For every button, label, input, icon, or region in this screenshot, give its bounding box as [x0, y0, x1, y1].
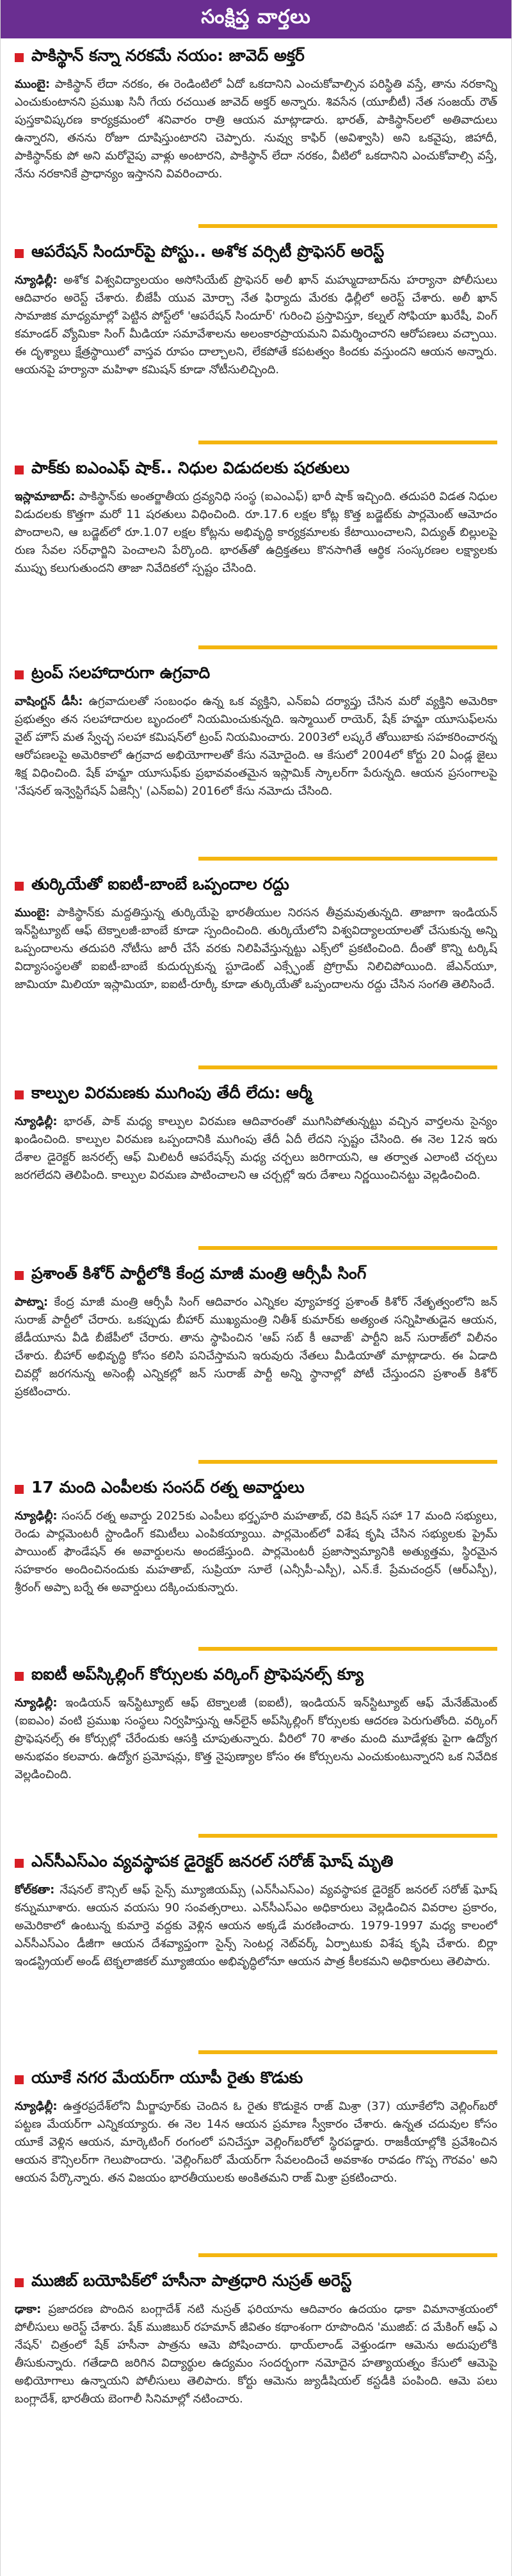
- article-headline: ట్రంప్ సలహాదారుగా ఉగ్రవాది: [31, 663, 211, 682]
- article-divider: [198, 857, 497, 861]
- article-headline-row: [15, 662, 497, 688]
- article-headline: ముజిబ్ బయోపిక్‌లో హసీనా పాత్రధారి నుస్రత్ అరెస్ట్: [31, 2271, 352, 2290]
- square-bullet-icon: [15, 2278, 24, 2287]
- article-headline-row: [15, 873, 497, 899]
- article-headline-row: [15, 1477, 497, 1502]
- article-headline-row: [15, 1851, 497, 1876]
- news-article: [1, 1657, 511, 1844]
- article-body: [15, 693, 497, 853]
- article-headline: కాల్పుల విరమణకు ముగింపు తేదీ లేదు: ఆర్మీ: [31, 1083, 312, 1102]
- article-dateline: న్యూఢిల్లీ:: [15, 1115, 58, 1128]
- news-article: [1, 38, 511, 234]
- article-headline-row: [15, 1263, 497, 1288]
- square-bullet-icon: [15, 1672, 24, 1681]
- article-divider: [198, 645, 497, 649]
- article-headline-row: [15, 1082, 497, 1108]
- article-divider: [198, 224, 497, 228]
- news-article: [1, 656, 511, 867]
- square-bullet-icon: [15, 249, 24, 258]
- article-body: [15, 1507, 497, 1643]
- article-dateline: ఇస్లామాబాద్:: [15, 490, 76, 503]
- square-bullet-icon: [15, 1090, 24, 1099]
- article-divider: [198, 1065, 497, 1069]
- news-article: [1, 1470, 511, 1657]
- article-dateline: న్యూఢిల్లీ:: [15, 273, 58, 287]
- news-article: [1, 867, 511, 1076]
- article-headline-row: [15, 2067, 497, 2093]
- article-headline: ఎన్‌సీఎస్ఎం వ్యవస్థాపక డైరెక్టర్ జనరల్ సరోజ్ ఘోష్ మృతి: [31, 1852, 394, 1870]
- article-body: [15, 904, 497, 1062]
- news-article: [1, 2061, 511, 2264]
- news-article: [1, 451, 511, 656]
- article-text: అశోక విశ్వవిద్యాలయం అసోసియేట్ ప్రొఫెసర్ అలీ ఖాన్ మహ్ముదాబాద్‌ను హర్యానా పోలీసులు ఆదివారం అరెస్ట్ చేశారు. బీజేపీ యువ మోర్చా నేత ఫిర్యాదు మేరకు ఢిల్లీలో అరెస్ట్ చేశారు. అలీ ఖాన్ సామాజిక మాధ్యమాల్లో పెట్టిన పోస్ట్‌లో 'ఆపరేషన్ సిందూర్' గురించి ప్రస్తావిస్తూ, కల్నల్ సోఫియా ఖురేషీ, వింగ్ కమాండర్ వ్యోమికా సింగ్ మీడియా సమావేశాలను అలంకారప్రాయమని విమర్శించారని ఆరోపణలు వచ్చాయి. ఈ దృశ్యాలు క్షేత్రస్థాయిలో వాస్తవ రూపం దాల్చాలని, లేకపోతే కపటత్వం కిందకు వస్తుందని ఆయన అన్నారు. ఆయనపై హర్యానా మహిళా కమిషన్ కూడా నోటీసులిచ్చింది.: [15, 273, 497, 377]
- square-bullet-icon: [15, 1485, 24, 1494]
- article-headline: తుర్కియేతో ఐఐటీ-బాంబే ఒప్పందాల రద్దు: [31, 875, 289, 893]
- article-headline-row: [15, 1664, 497, 1689]
- article-divider: [198, 1246, 497, 1250]
- article-text: ఇండియన్ ఇన్‌స్టిట్యూట్ ఆఫ్ టెక్నాలజీ (ఐఐటీ), ఇండియన్ ఇన్‌స్టిట్యూట్ ఆఫ్ మేనేజ్‌మెంట్ (ఐఐఎం) వంటి ప్రముఖ సంస్థలు నిర్వహిస్తున్న ఆన్‌లైన్ అప్‌స్కిల్లింగ్ కోర్సులకు ఆదరణ పెరుగుతోంది. వర్కింగ్ ప్రొఫెషనల్స్ ఈ కోర్సుల్లో చేరేందుకు ఆసక్తి చూపుతున్నారు. వీరిలో 70 శాతం మంది మూడేళ్లకు పైగా ఉద్యోగ అనుభవం కలవారు. ఉద్యోగ ప్రమోషన్లు, కొత్త నైపుణ్యాల కోసం ఈ కోర్సులను ఎంచుకుంటున్నారని ఒక నివేదిక వెల్లడించింది.: [15, 1696, 497, 1781]
- article-headline-row: [15, 45, 497, 70]
- square-bullet-icon: [15, 882, 24, 891]
- article-text: ఉగ్రవాదులతో సంబంధం ఉన్న ఒక వ్యక్తిని, ఎన్ఐఏ దర్యాప్తు చేసిన మరో వ్యక్తిని అమెరికా ప్రభుత్వం తన సలహాదారుల బృందంలో నియమించుకున్నది. ఇస్మాయిల్ రాయెర్, షేక్ హమ్జా యూసుఫ్‌లను వైట్ హౌస్ మత స్వేచ్ఛ సలహా కమిషన్‌లో ట్రంప్ నియమించారు. 2003లో లష్కరే తోయిబాకు సహకరించారన్న ఆరోపణలపై అమెరికాలో ఉగ్రవాద అభియోగాలతో కేసు నమోదైంది. ఆ కేసులో 2004లో కోర్టు 20 ఏండ్ల జైలు శిక్ష విధించింది. షేక్ హమ్జా యూసుఫ్‌కు ప్రభావవంతమైన ఇస్లామిక్ స్కాలర్‌గా పేరున్నది. ఆయన ప్రసంగాలపై 'నేషనల్ ఇన్వెస్టిగేషన్ ఏజెన్సీ' (ఎన్ఐఏ) 2016లో కేసు నమోదు చేసింది.: [15, 695, 497, 798]
- article-dateline: న్యూఢిల్లీ:: [15, 1509, 58, 1523]
- article-text: ప్రజాదరణ పొందిన బంగ్లాదేశ్ నటి నుస్రత్ ఫరియాను ఆదివారం ఉదయం ఢాకా విమానాశ్రయంలో పోలీసులు అరెస్ట్ చేశారు. షేక్ ముజిబుర్ రహమాన్ జీవితం కథాంశంగా రూపొందిన 'ముజిబ్: ద మేకింగ్ ఆఫ్ ఎ నేషన్' చిత్రంలో షేక్ హసీనా పాత్రను ఆమె పోషించారు. థాయ్‌లాండ్ వెళ్తుండగా ఆమెను అదుపులోకి తీసుకున్నారు. గతేడాది జరిగిన విద్యార్థుల ఉద్యమం సందర్భంగా నమోదైన హత్యాయత్నం కేసులో ఆమెపై అభియోగాలు ఉన్నాయని పోలీసులు తెలిపారు. కోర్టు ఆమెను జ్యుడీషియల్ కస్టడీకి పంపింది. ఆమె పలు బంగ్లాదేశ్, భారతీయ బెంగాలీ సినిమాల్లో నటించారు.: [15, 2303, 497, 2406]
- square-bullet-icon: [15, 1859, 24, 1868]
- square-bullet-icon: [15, 670, 24, 679]
- news-article: [1, 2264, 511, 2576]
- article-headline: పాక్‌కు ఐఎంఎఫ్ షాక్.. నిధుల విడుదలకు షరతులు: [31, 458, 350, 477]
- article-text: పాకిస్థాన్ లేదా నరకం, ఈ రెండింటిలో ఏదో ఒకదానిని ఎంచుకోవాల్సిన పరిస్థితి వస్తే, తాను నరకాన్ని ఎంచుకుంటానని ప్రముఖ సినీ గేయ రచయిత జావెద్ అక్తర్ అన్నారు. శివసేన (యూబీటీ) నేత సంజయ్ రౌత్ పుస్తకావిష్కరణ కార్యక్రమంలో శనివారం రాత్రి ఆయన మాట్లాడారు. భారత్, పాకిస్థాన్‌లలో అతివాదులు ఉన్నారని, తనను రోజూ దూషిస్తుంటారని చెప్పారు. నువ్వు కాఫిర్ (అవిశ్వాసి) అని ఒకవైపు, జిహాదీ, పాకిస్థాన్‌కు పో అని మరోవైపు వాళ్లు అంటారని, పాకిస్థాన్ లేదా నరకం, వీటిలో ఒకదానిని ఎంచుకోవాల్సి వస్తే, నేను నరకానికే ప్రాధాన్యం ఇస్తానని వివరించారు.: [15, 77, 497, 181]
- section-title: సంక్షిప్త వార్తలు: [201, 6, 311, 28]
- news-article: [1, 234, 511, 451]
- article-dateline: పాట్నా:: [15, 1295, 49, 1309]
- news-article: [1, 1256, 511, 1470]
- square-bullet-icon: [15, 53, 24, 62]
- article-headline-row: [15, 241, 497, 266]
- article-text: పాకిస్థాన్‌కు మద్దతిస్తున్న తుర్కియేపై భారతీయుల నిరసన తీవ్రమవుతున్నది. తాజాగా ఇండియన్ ఇన్‌స్టిట్యూట్ ఆఫ్ టెక్నాలజీ-బాంబే కూడా స్పందించింది. తుర్కియేలోని విశ్వవిద్యాలయాలతో చేసుకున్న అన్ని ఒప్పందాలను తదుపరి నోటీసు జారీ చేసే వరకు నిలిపివేస్తున్నట్టు ఎక్స్‌లో ప్రకటించింది. దీంతో కొన్ని టర్కిష్ విద్యాసంస్థలతో ఐఐటీ-బాంబే కుదుర్చుకున్న స్టూడెంట్ ఎక్స్ఛేంజ్ ప్రోగ్రామ్ నిలిచిపోయింది. జేఎన్‌యూ, జామియా మిలియా ఇస్లామియా, ఐఐటీ-రూర్కీ కూడా తుర్కియేతో ఒప్పందాలను రద్దు చేసిన సంగతి తెలిసిందే.: [15, 906, 497, 991]
- section-header: [1, 0, 511, 38]
- article-headline: యూకే నగర మేయర్‌గా యూపీ రైతు కొడుకు: [31, 2068, 303, 2087]
- article-divider: [198, 1647, 497, 1651]
- article-body: [15, 76, 497, 220]
- article-dateline: న్యూఢిల్లీ:: [15, 1696, 58, 1710]
- article-dateline: వాషింగ్టన్ డీసీ:: [15, 695, 83, 708]
- square-bullet-icon: [15, 466, 24, 474]
- article-body: [15, 1293, 497, 1456]
- article-headline-row: [15, 2270, 497, 2296]
- article-body: [15, 1694, 497, 1830]
- article-headline: పాకిస్థాన్ కన్నా నరకమే నయం: జావెద్ అక్తర్: [31, 46, 305, 65]
- article-divider: [198, 1834, 497, 1838]
- article-dateline: ముంబై:: [15, 906, 51, 919]
- square-bullet-icon: [15, 2075, 24, 2084]
- article-divider: [198, 1460, 497, 1464]
- article-body: [15, 488, 497, 642]
- article-text: సంసద్ రత్న అవార్డు 2025కు ఎంపీలు భర్తృహరి మహతాబ్, రవి కిషన్ సహా 17 మంది సభ్యులు, రెండు పార్లమెంటరీ స్టాండింగ్ కమిటీలు ఎంపికయ్యాయి. పార్లమెంట్‌లో విశేష కృషి చేసిన సభ్యులకు ప్రైమ్ పాయింట్ ఫౌండేషన్ ఈ అవార్డులను అందజేస్తుంది. పార్లమెంటరీ ప్రజాస్వామ్యానికి అత్యుత్తమ, స్థిరమైన సహకారం అందించినందుకు మహతాబ్, సుప్రియా సూలే (ఎన్సీపీ-ఎస్పీ), ఎన్.కే. ప్రేమచంద్రన్ (ఆర్ఎస్పీ), శ్రీరంగ్ అప్పా బర్నే ఈ అవార్డులు దక్కించుకున్నారు.: [15, 1509, 497, 1594]
- article-headline: 17 మంది ఎంపీలకు సంసద్ రత్న అవార్డులు: [31, 1478, 305, 1496]
- article-headline-row: [15, 457, 497, 483]
- article-dateline: కోల్‌కతా:: [15, 1883, 55, 1897]
- article-divider: [198, 441, 497, 444]
- article-headline: ఆపరేషన్ సిందూర్‌పై పోస్టు.. అశోక వర్సిటీ ప్రొఫెసర్ అరెస్ట్: [31, 242, 385, 261]
- article-body: [15, 1881, 497, 2046]
- article-dateline: ఢాకా:: [15, 2303, 42, 2316]
- news-article: [1, 1076, 511, 1256]
- news-article: [1, 1844, 511, 2061]
- article-body: [15, 2098, 497, 2249]
- article-text: నేషనల్ కౌన్సిల్ ఆఫ్ సైన్స్ మ్యూజియమ్స్ (ఎన్‌సీఎస్ఎం) వ్యవస్థాపక డైరెక్టర్ జనరల్ సరోజ్ ఘోష్ కన్నుమూశారు. ఆయన వయసు 90 సంవత్సరాలు. ఎన్‌సీఎస్ఎం అధికారులు వెల్లడించిన వివరాల ప్రకారం, అమెరికాలో ఉంటున్న కుమార్తె వద్దకు వెళ్లిన ఆయన అక్కడే మరణించారు. 1979-1997 మధ్య కాలంలో ఎన్‌సీఎస్ఎం డీజీగా ఆయన దేశవ్యాప్తంగా సైన్స్ సెంటర్ల నెట్‌వర్క్ ఏర్పాటుకు విశేష కృషి చేశారు. బిర్లా ఇండస్ట్రియల్ అండ్ టెక్నలాజికల్ మ్యూజియం అభివృద్ధిలోనూ ఆయన పాత్ర కీలకమని అధికారులు తెలిపారు.: [15, 1883, 497, 1968]
- article-divider: [198, 2050, 497, 2054]
- article-divider: [198, 2253, 497, 2257]
- article-text: పాకిస్థాన్‌కు అంతర్జాతీయ ద్రవ్యనిధి సంస్థ (ఐఎంఎఫ్) భారీ షాక్ ఇచ్చింది. తదుపరి విడత నిధుల విడుదలకు కొత్తగా మరో 11 షరతులు విధించింది. రూ.17.6 లక్షల కోట్ల కొత్త బడ్జెట్‌కు పార్లమెంట్ ఆమోదం పొందాలని, ఆ బడ్జెట్‌లో రూ.1.07 లక్షల కోట్లను అభివృద్ధి కార్యక్రమాలకు కేటాయించాలని, విద్యుత్ బిల్లులపై రుణ సేవల సర్‌ఛార్జిని పెంచాలని పేర్కొంది. భారత్‌తో ఉద్రిక్తతలు కొనసాగితే ఆర్థిక సంస్కరణల లక్ష్యాలకు ముప్పు కలుగుతుందని తాజా నివేదికలో స్పష్టం చేసింది.: [15, 490, 497, 575]
- square-bullet-icon: [15, 1271, 24, 1280]
- article-body: [15, 2301, 497, 2570]
- article-dateline: న్యూఢిల్లీ:: [15, 2100, 58, 2113]
- article-text: కేంద్ర మాజీ మంత్రి ఆర్సీపీ సింగ్ ఆదివారం ఎన్నికల వ్యూహకర్త ప్రశాంత్ కిశోర్ నేతృత్వంలోని జన్ సురాజ్ పార్టీలో చేరారు. ఒకప్పుడు బీహార్ ముఖ్యమంత్రి నితీశ్ కుమార్‌కు అత్యంత సన్నిహితుడైన ఆయన, జేడీయూను వీడి బీజేపీలో చేరారు. తాను స్థాపించిన 'ఆప్ సబ్ కీ ఆవాజ్' పార్టీని జన్ సురాజ్‌లో విలీనం చేశారు. బీహార్ అభివృద్ధి కోసం కలిసి పనిచేస్తామని ఇరువురు నేతలు మీడియాతో మాట్లాడారు. ఈ ఏడాది చివర్లో జరగనున్న అసెంబ్లీ ఎన్నికల్లో జన్ సురాజ్ పార్టీ అన్ని స్థానాల్లో పోటీ చేస్తుందని ప్రశాంత్ కిశోర్ ప్రకటించారు.: [15, 1295, 497, 1398]
- article-headline: ప్రశాంత్ కిశోర్ పార్టీలోకి కేంద్ర మాజీ మంత్రి ఆర్సీపీ సింగ్: [31, 1264, 367, 1283]
- article-body: [15, 271, 497, 437]
- article-headline: ఐఐటీ అప్‌స్కిల్లింగ్ కోర్సులకు వర్కింగ్ ప్రొఫెషనల్స్ క్యూ: [31, 1665, 364, 1683]
- article-body: [15, 1113, 497, 1242]
- article-text: ఉత్తరప్రదేశ్‌లోని మీర్జాపూర్‌కు చెందిన ఓ రైతు కొడుకైన రాజ్ మిశ్రా (37) యూకేలోని వెల్లింగ్‌బరో పట్టణ మేయర్‌గా ఎన్నికయ్యారు. ఈ నెల 14న ఆయన ప్రమాణ స్వీకారం చేశారు. ఉన్నత చదువుల కోసం యూకే వెళ్లిన ఆయన, మార్కెటింగ్ రంగంలో పనిచేస్తూ వెల్లింగ్‌బరోలో స్థిరపడ్డారు. రాజకీయాల్లోకి ప్రవేశించిన ఆయన కౌన్సిలర్‌గా గెలుపొందారు. 'వెల్లింగ్‌బరో మేయర్‌గా సేవలందించే అవకాశం రావడం గొప్ప గౌరవం' అని ఆయన పేర్కొన్నారు. తన విజయం భారతీయులకు అంకితమని రాజ్ మిశ్రా ప్రకటించారు.: [15, 2100, 497, 2185]
- article-text: భారత్, పాక్ మధ్య కాల్పుల విరమణ ఆదివారంతో ముగిసిపోతున్నట్టు వచ్చిన వార్తలను సైన్యం ఖండించింది. కాల్పుల విరమణ ఒప్పందానికి ముగింపు తేదీ ఏదీ లేదని స్పష్టం చేసింది. ఈ నెల 12న ఇరు దేశాల డైరెక్టర్ జనరల్స్ ఆఫ్ మిలిటరీ ఆపరేషన్స్ మధ్య చర్చలు జరిగాయని, ఆ తర్వాత ఎలాంటి చర్చలు జరగలేదని తెలిపింది. కాల్పుల విరమణ పాటించాలని ఆ చర్చల్లో ఇరు దేశాలు నిర్ణయించినట్టు వెల్లడించింది.: [15, 1115, 497, 1182]
- article-dateline: ముంబై:: [15, 77, 51, 91]
